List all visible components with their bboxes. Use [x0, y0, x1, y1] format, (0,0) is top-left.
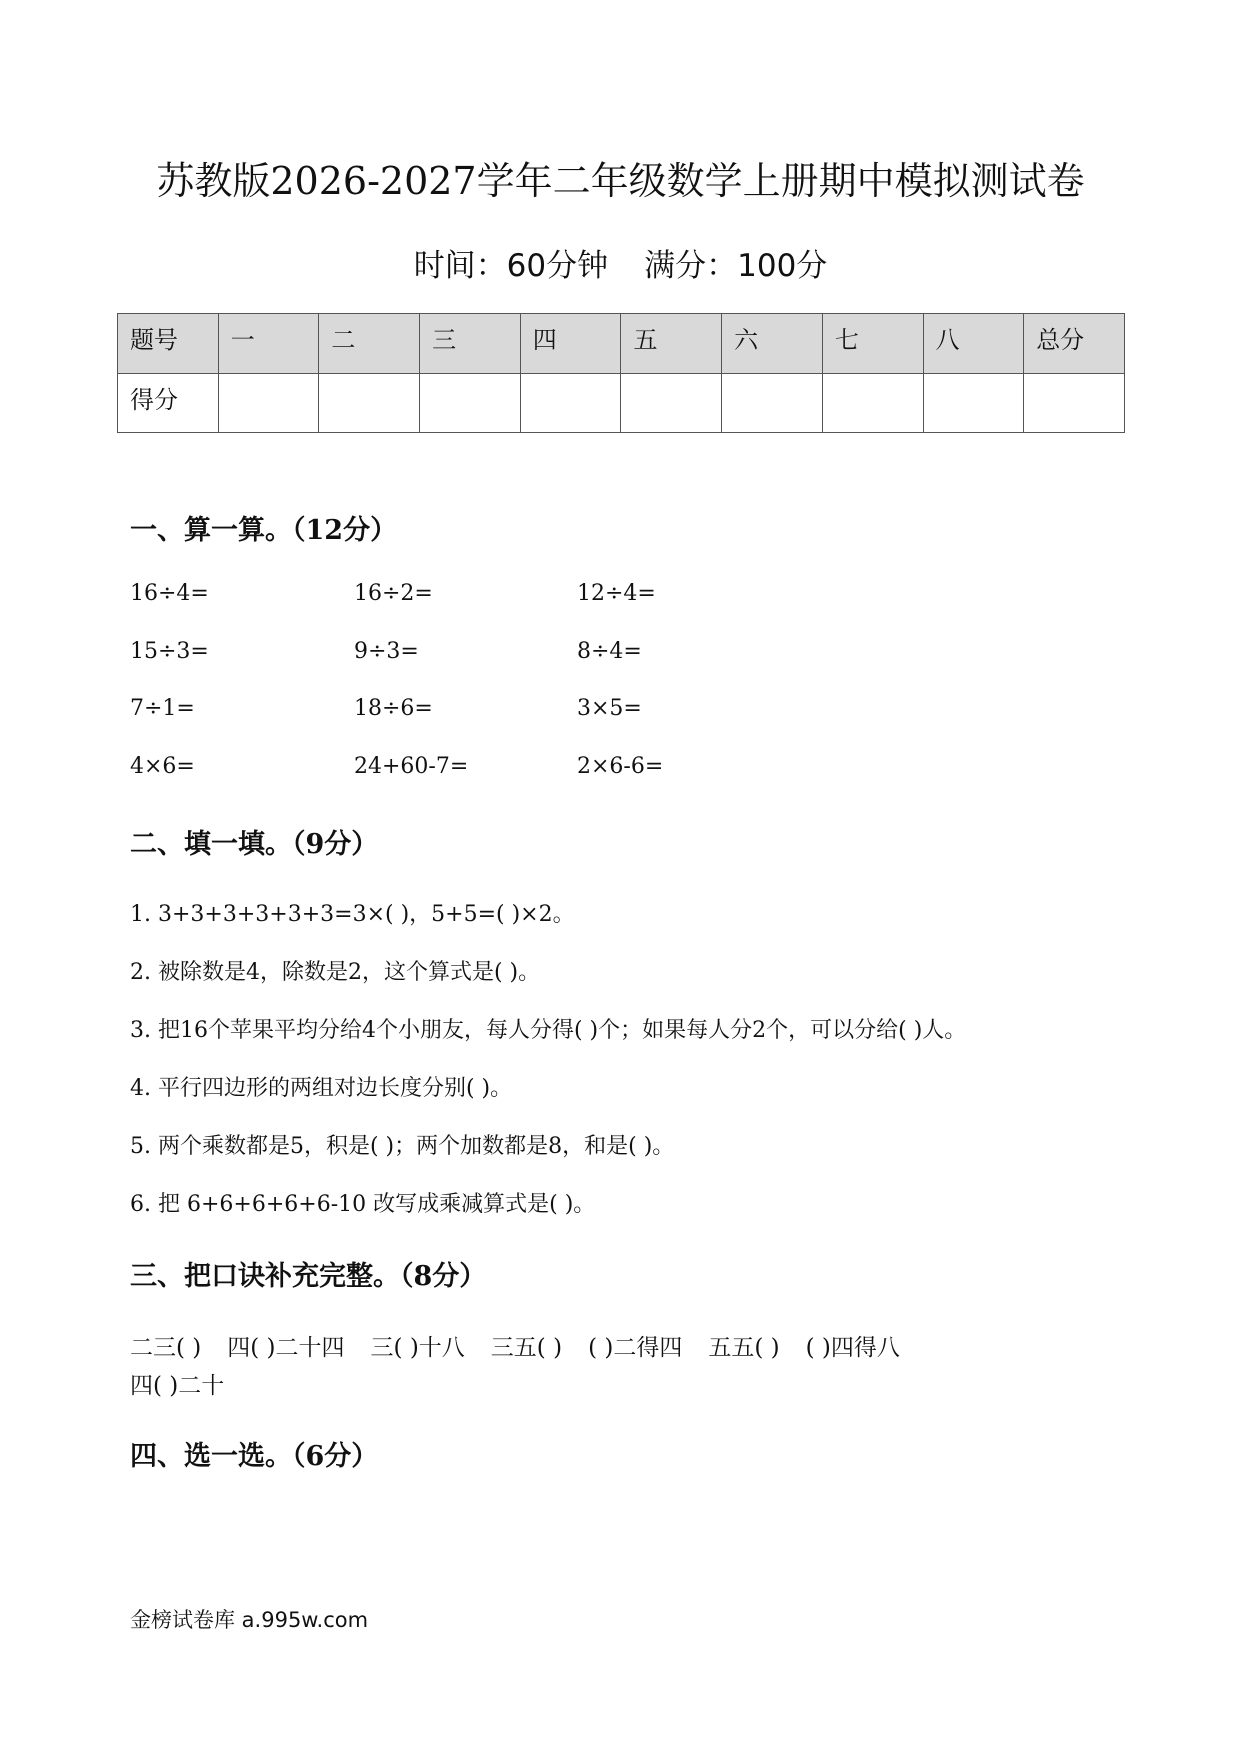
verse-row [130, 1329, 926, 1362]
score-cell[interactable] [722, 373, 823, 433]
score-table-header-cell: 七 [822, 314, 923, 374]
section-4-heading: 四、选一选。（6分） [130, 1441, 379, 1472]
calc-item: 24+60-7= [354, 754, 469, 779]
score-cell[interactable] [319, 373, 420, 433]
verse-item: ( )二得四 [588, 1335, 683, 1361]
verse-row [130, 1367, 250, 1400]
section-1-heading: 一、算一算。（12分） [130, 515, 398, 546]
calc-item: 16÷4= [130, 581, 209, 606]
exam-time: 时间：60分钟 [413, 248, 609, 284]
calc-item: 15÷3= [130, 639, 209, 664]
score-table-score-row [118, 373, 1125, 433]
verse-item: 三( )十八 [370, 1335, 465, 1361]
score-table-header-cell: 八 [923, 314, 1024, 374]
score-table [117, 313, 1125, 433]
score-table-header-cell: 二 [319, 314, 420, 374]
score-cell[interactable] [822, 373, 923, 433]
calc-item: 4×6= [130, 754, 195, 779]
calc-item: 2×6-6= [577, 754, 664, 779]
score-table-header-cell: 四 [520, 314, 621, 374]
verse-item: 四( )二十 [130, 1373, 225, 1399]
calc-item: 18÷6= [354, 696, 433, 721]
score-table-header-cell: 六 [722, 314, 823, 374]
fill-question: 2. 被除数是4，除数是2，这个算式是( )。 [130, 960, 541, 985]
calc-item: 8÷4= [577, 639, 642, 664]
verse-item: 三五( ) [490, 1335, 563, 1361]
calc-item: 3×5= [577, 696, 642, 721]
fill-question: 6. 把 6+6+6+6+6-10 改写成乘减算式是( )。 [130, 1192, 596, 1217]
score-cell[interactable] [520, 373, 621, 433]
score-table-header-cell: 五 [621, 314, 722, 374]
score-cell[interactable] [420, 373, 521, 433]
page-title: 苏教版2026-2027学年二年级数学上册期中模拟测试卷 [156, 159, 1085, 203]
score-cell[interactable] [1024, 373, 1125, 433]
calc-item: 16÷2= [354, 581, 433, 606]
score-cell[interactable] [621, 373, 722, 433]
calc-item: 7÷1= [130, 696, 195, 721]
exam-full-score: 满分：100分 [644, 248, 828, 284]
section-2-heading: 二、填一填。（9分） [130, 829, 379, 860]
score-table-header-cell: 一 [218, 314, 319, 374]
section-3-heading: 三、把口诀补充完整。（8分） [130, 1261, 487, 1292]
fill-question: 4. 平行四边形的两组对边长度分别( )。 [130, 1076, 513, 1101]
score-table-header-cell: 题号 [118, 314, 219, 374]
score-cell[interactable] [218, 373, 319, 433]
fill-question: 5. 两个乘数都是5，积是( )；两个加数都是8，和是( )。 [130, 1134, 675, 1159]
score-row-label: 得分 [118, 373, 219, 433]
exam-info [0, 240, 1241, 285]
score-table-header-row [118, 314, 1125, 374]
footer-source: 金榜试卷库 a.995w.com [130, 1608, 369, 1632]
score-table-header-cell: 三 [420, 314, 521, 374]
fill-question: 3. 把16个苹果平均分给4个小朋友，每人分得( )个；如果每人分2个，可以分给( )人。 [130, 1018, 967, 1043]
verse-item: 四( )二十四 [227, 1335, 345, 1361]
verse-item: 五五( ) [708, 1335, 780, 1361]
score-table-header-cell: 总分 [1024, 314, 1125, 374]
calc-item: 12÷4= [577, 581, 656, 606]
verse-item: ( )四得八 [805, 1335, 900, 1361]
score-cell[interactable] [923, 373, 1024, 433]
verse-item: 二三( ) [130, 1335, 202, 1361]
calc-item: 9÷3= [354, 639, 419, 664]
fill-question: 1. 3+3+3+3+3+3=3×( )，5+5=( )×2。 [130, 902, 575, 927]
